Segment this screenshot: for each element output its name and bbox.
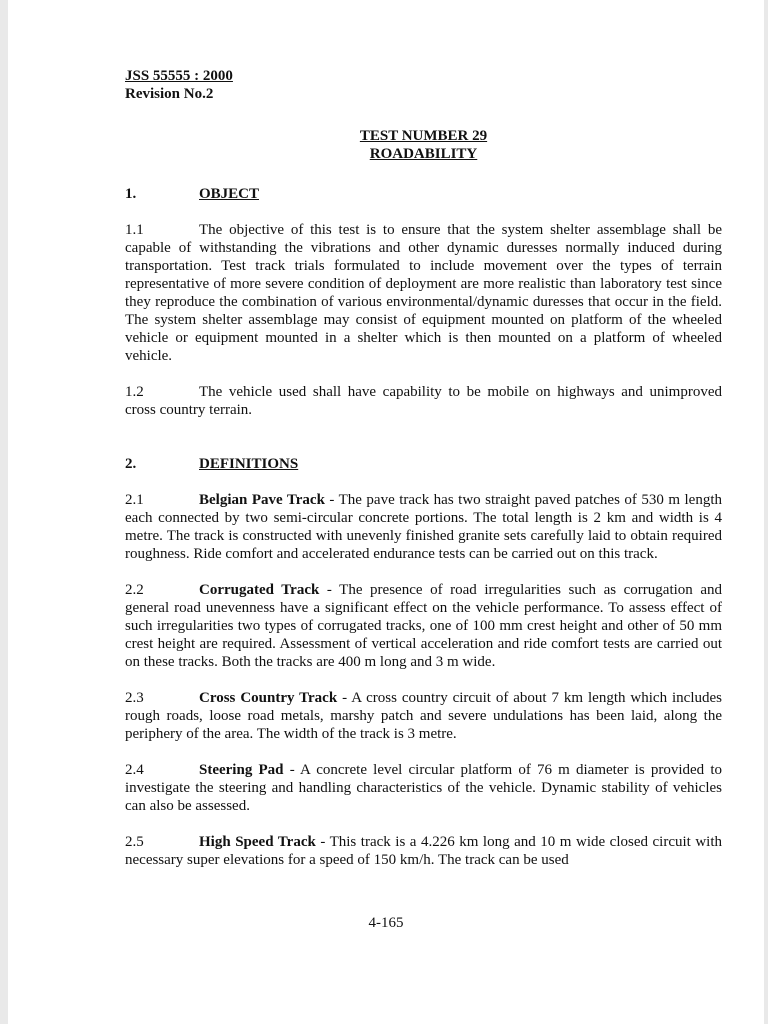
paragraph-number: 1.2	[125, 384, 144, 400]
paragraph-text: The vehicle used shall have capability to be mobile on highways and unimproved cross country terrain.	[125, 384, 722, 418]
paragraph-text: The objective of this test is to ensure that the system shelter assemblage shall be capable of withstanding the vibrations and other dynamic duresses normally induced during transportation. Test track trials formulated to include movement over the types of terrain representative of more severe condition of deployment are more realistic than laboratory test since they reproduce the combination of various environmental/dynamic duresses that occur in the field. The system shelter assemblage may consist of equipment mounted on platform of the wheeled vehicle or equipment mounted in a shelter which is then mounted on a platform of wheeled vehicle.	[125, 222, 722, 364]
standard-code: JSS 55555 : 2000	[125, 68, 233, 84]
paragraph-number: 1.1	[125, 222, 144, 238]
paragraph-2-5	[125, 833, 722, 869]
paragraph-text: - This track is a 4.226 km long and 10 m wide closed circuit with necessary super elevations for a speed of 150 km/h. The track can be used	[125, 834, 722, 868]
test-number: TEST NUMBER 29	[359, 128, 488, 144]
paragraph-text: - The presence of road irregularities such as corrugation and general road unevenness have a significant effect on the vehicle performance. To assess effect of such irregularities two types of corrugated tracks, one of 100 mm crest height and other of 50 mm crest height are required. Assessment of vertical acceleration and ride comfort tests are carried out on these tracks. Both the tracks are 400 m long and 3 m wide.	[125, 582, 723, 670]
paragraph-2-1	[125, 491, 722, 563]
section-number: 1.	[125, 186, 137, 202]
page-number: 4-165	[368, 915, 404, 931]
paragraph-2-3	[125, 689, 722, 743]
paragraph-text: - A concrete level circular platform of 76 m diameter is provided to investigate the steering and handling characteristics of the vehicle. Dynamic stability of vehicles can also be assessed.	[125, 762, 722, 814]
section-title: OBJECT	[199, 186, 260, 202]
document-page	[8, 0, 764, 1024]
paragraph-number: 2.4	[125, 762, 144, 778]
term-name: Corrugated Track	[199, 582, 320, 598]
paragraph-1-1	[125, 221, 722, 365]
term-name: High Speed Track	[199, 834, 316, 850]
section-title: DEFINITIONS	[199, 456, 299, 472]
test-title	[125, 127, 722, 163]
paragraph-number: 2.2	[125, 582, 144, 598]
test-name: ROADABILITY	[369, 146, 478, 162]
section-definitions-heading	[125, 455, 722, 473]
paragraph-number: 2.3	[125, 690, 144, 706]
term-name: Steering Pad	[199, 762, 284, 778]
document-body	[125, 67, 722, 869]
paragraph-1-2	[125, 383, 722, 419]
paragraph-2-4	[125, 761, 722, 815]
term-name: Cross Country Track	[199, 690, 338, 706]
paragraph-number: 2.5	[125, 834, 144, 850]
paragraph-text: - The pave track has two straight paved patches of 530 m length each connected by two semi-circular concrete portions. The total length is 2 km and width is 4 metre. The track is constructed with unevenly finished granite sets carefully laid to obtain required roughness. Ride comfort and accelerated endurance tests can be carried out on this track.	[125, 492, 722, 562]
paragraph-number: 2.1	[125, 492, 144, 508]
term-name: Belgian Pave Track	[199, 492, 325, 508]
section-number: 2.	[125, 456, 137, 472]
section-object-heading	[125, 185, 722, 203]
paragraph-2-2	[125, 581, 722, 671]
revision-number: Revision No.2	[125, 86, 214, 102]
paragraph-text: - A cross country circuit of about 7 km length which includes rough roads, loose road metals, marshy patch and severe undulations has been laid, along the periphery of the area. The width of the track is 3 metre.	[125, 690, 722, 742]
